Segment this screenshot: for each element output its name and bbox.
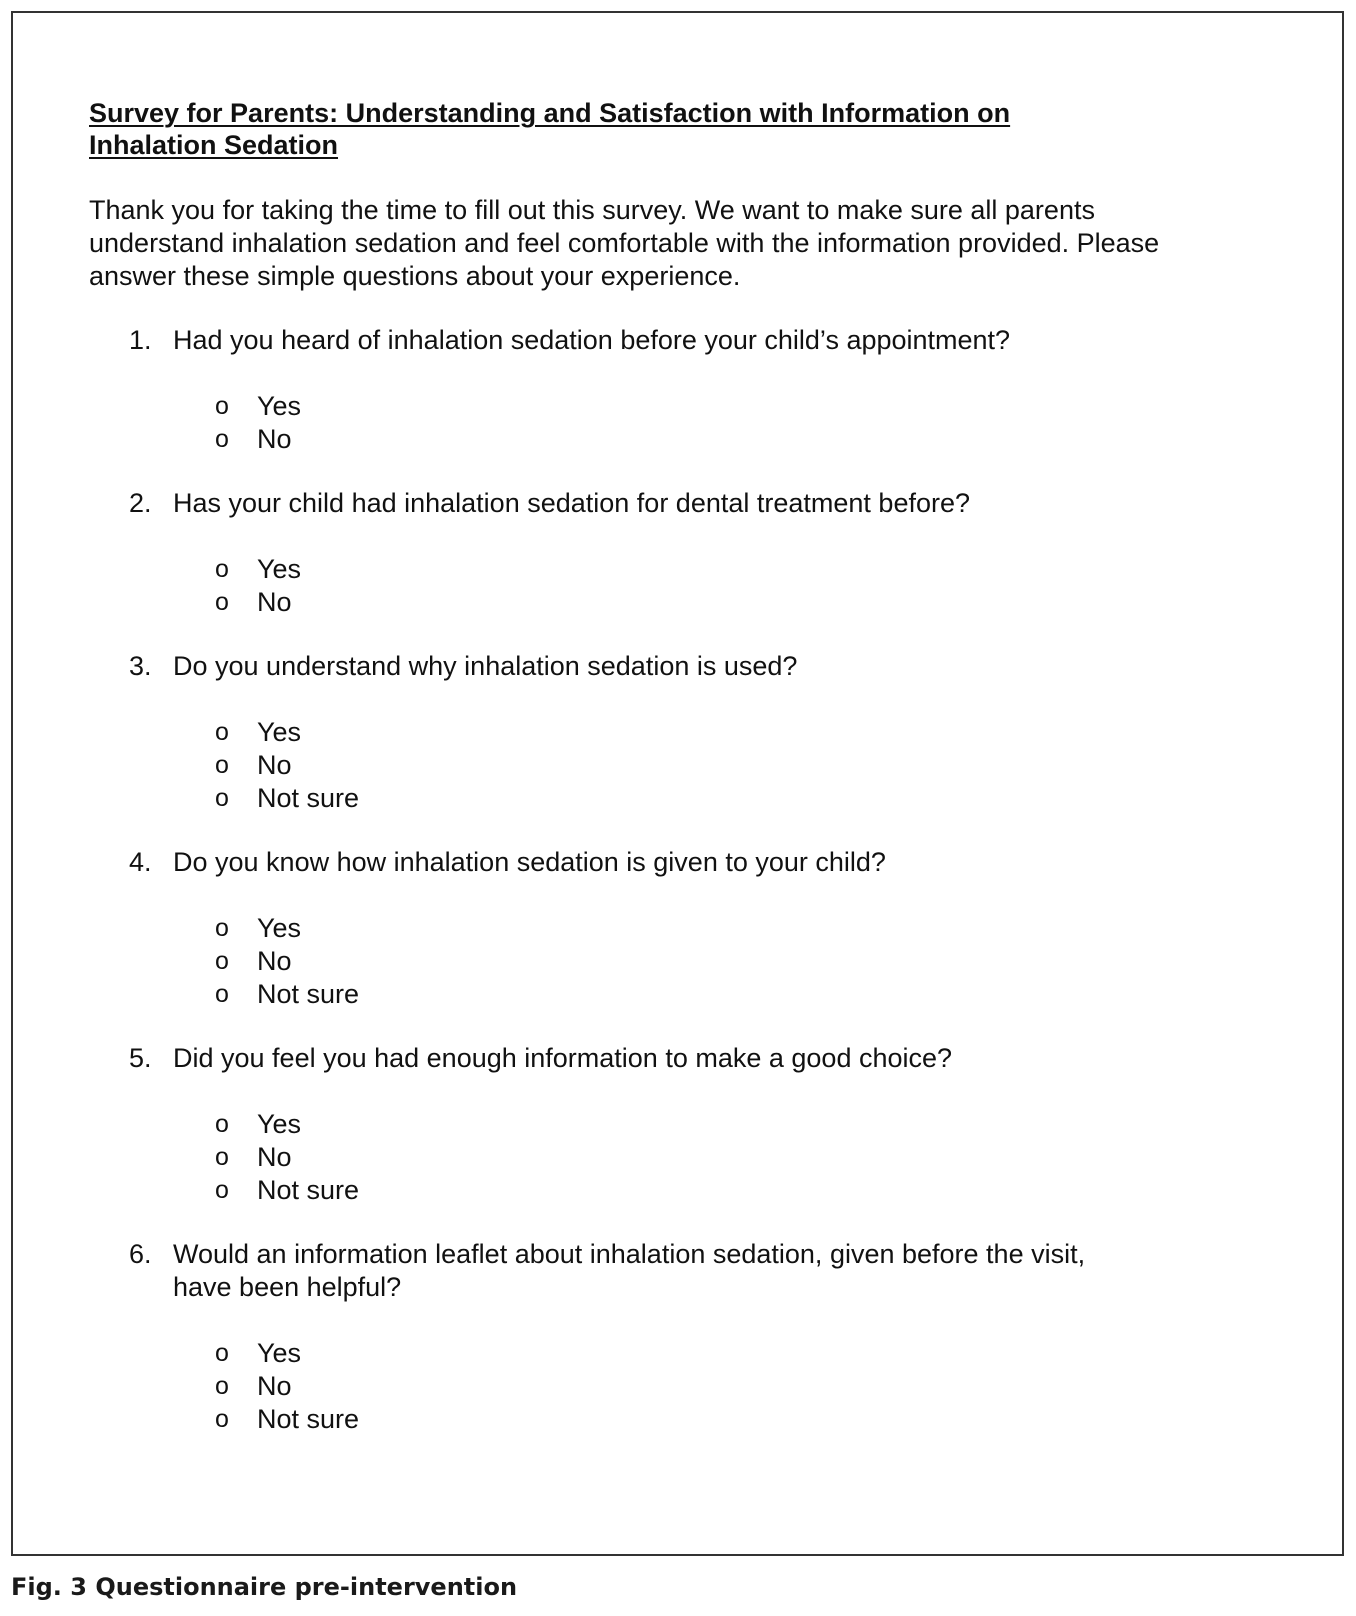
option-label: Yes [257,554,302,584]
answer-option[interactable] [173,553,1289,586]
answer-option[interactable] [173,912,1289,945]
option-label: No [257,750,292,780]
question-number: 6. [129,1239,152,1269]
answer-option[interactable] [173,586,1289,619]
circle-bullet-icon: o [215,392,229,420]
circle-bullet-icon: o [215,1176,229,1204]
document-content [89,97,1289,1436]
option-label: No [257,1371,292,1401]
option-label: Not sure [257,783,360,813]
option-label: Not sure [257,979,360,1009]
question-text: Do you know how inhalation sedation is given to your child? [173,847,886,877]
circle-bullet-icon: o [215,784,229,812]
question-text: Would an information leaflet about inhalation sedation, given before the visit, have been helpful? [173,1239,1086,1302]
question-item [89,1042,1289,1207]
circle-bullet-icon: o [215,980,229,1008]
question-text: Had you heard of inhalation sedation before your child’s appointment? [173,325,1011,355]
answer-option[interactable] [173,749,1289,782]
circle-bullet-icon: o [215,555,229,583]
option-label: No [257,587,292,617]
circle-bullet-icon: o [215,1339,229,1367]
question-number: 1. [129,325,152,355]
answer-option[interactable] [173,423,1289,456]
option-list [173,1108,1289,1207]
option-label: Yes [257,1338,302,1368]
answer-option[interactable] [173,390,1289,423]
option-list [173,553,1289,619]
circle-bullet-icon: o [215,914,229,942]
circle-bullet-icon: o [215,947,229,975]
circle-bullet-icon: o [215,1372,229,1400]
option-label: No [257,946,292,976]
document-frame [11,11,1344,1556]
question-item [89,324,1289,456]
question-text: Did you feel you had enough information to make a good choice? [173,1043,953,1073]
answer-option[interactable] [173,1337,1289,1370]
answer-option[interactable] [173,1174,1289,1207]
answer-option[interactable] [173,1108,1289,1141]
option-list [173,716,1289,815]
question-text: Do you understand why inhalation sedation is used? [173,651,798,681]
question-number: 3. [129,651,152,681]
answer-option[interactable] [173,978,1289,1011]
circle-bullet-icon: o [215,588,229,616]
circle-bullet-icon: o [215,1110,229,1138]
answer-option[interactable] [173,1403,1289,1436]
question-item [89,650,1289,815]
option-label: Yes [257,913,302,943]
question-item [89,846,1289,1011]
circle-bullet-icon: o [215,718,229,746]
option-list [173,912,1289,1011]
answer-option[interactable] [173,945,1289,978]
survey-title: Survey for Parents: Understanding and Satisfaction with Information on Inhalation Sedation [89,98,1011,160]
option-label: Yes [257,717,302,747]
answer-option[interactable] [173,716,1289,749]
option-label: No [257,1142,292,1172]
option-list [173,390,1289,456]
question-text: Has your child had inhalation sedation for dental treatment before? [173,488,971,518]
question-number: 5. [129,1043,152,1073]
option-label: Yes [257,391,302,421]
option-list [173,1337,1289,1436]
circle-bullet-icon: o [215,1405,229,1433]
question-number: 4. [129,847,152,877]
question-list [89,324,1289,1436]
answer-option[interactable] [173,1370,1289,1403]
answer-option[interactable] [173,782,1289,815]
circle-bullet-icon: o [215,425,229,453]
survey-intro: Thank you for taking the time to fill out this survey. We want to make sure all parents understand inhalation sedation and feel comfortable with the information provided. Please answer these simple questions about your experience. [89,195,1160,291]
option-label: Not sure [257,1404,360,1434]
circle-bullet-icon: o [215,751,229,779]
option-label: No [257,424,292,454]
question-number: 2. [129,488,152,518]
question-item [89,487,1289,619]
question-item [89,1238,1289,1436]
circle-bullet-icon: o [215,1143,229,1171]
option-label: Not sure [257,1175,360,1205]
option-label: Yes [257,1109,302,1139]
answer-option[interactable] [173,1141,1289,1174]
figure-caption: Fig. 3 Questionnaire pre-intervention [11,1573,518,1601]
